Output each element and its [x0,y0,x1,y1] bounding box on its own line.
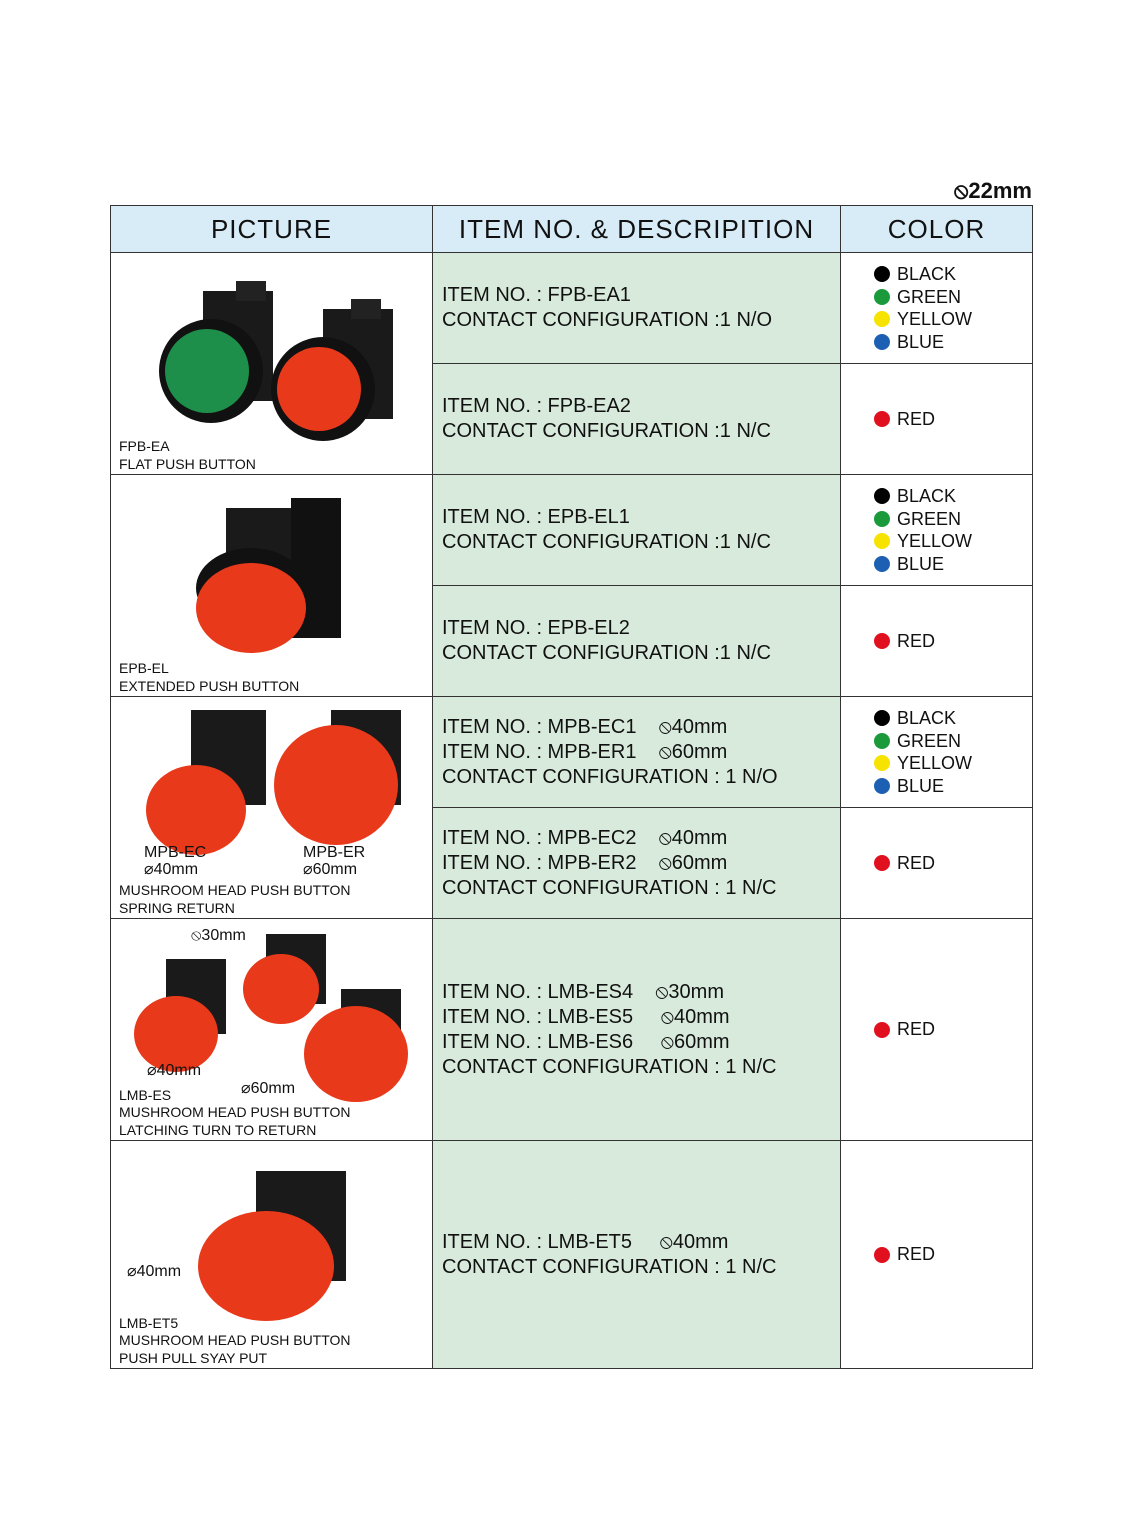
size-label-mpb-ec: MPB-EC ⌀40mm [144,844,207,878]
product-table [110,205,1033,1369]
size-label-30mm: ⦸30mm [191,927,246,944]
color-dot-red [874,633,890,649]
push-pull-mushroom-button-illustration [196,1161,396,1326]
table-row [111,475,1033,586]
color-cell [841,364,1033,475]
header-picture: PICTURE [111,206,433,253]
picture-lmb-et5 [111,1141,433,1369]
picture-caption: EPB-EL EXTENDED PUSH BUTTON [119,660,300,694]
color-option: BLACK [874,263,1032,286]
mushroom-push-button-illustration [131,705,421,855]
color-option: BLUE [874,553,1032,576]
picture-caption: MUSHROOM HEAD PUSH BUTTON SPRING RETURN [119,882,351,916]
color-dot-green [874,511,890,527]
header-description: ITEM NO. & DESCRIPITION [433,206,841,253]
color-dot-yellow [874,311,890,327]
color-dot-yellow [874,755,890,771]
color-dot-red [874,1247,890,1263]
color-option: RED [874,408,1032,431]
picture-epb-el [111,475,433,697]
color-option: GREEN [874,508,1032,531]
color-option: GREEN [874,730,1032,753]
color-option: YELLOW [874,752,1032,775]
description-cell: ITEM NO. : EPB-EL1 CONTACT CONFIGURATION :1 N/C [433,475,841,586]
description-cell: ITEM NO. : FPB-EA2 CONTACT CONFIGURATION :1 N/C [433,364,841,475]
description-cell: ITEM NO. : MPB-EC1 ⦸40mm ITEM NO. : MPB-ER1 ⦸60mm CONTACT CONFIGURATION : 1 N/O [433,697,841,808]
size-label-40mm: ⌀40mm [147,1062,202,1079]
color-option: RED [874,1018,1032,1041]
color-cell [841,697,1033,808]
table-header-row [111,206,1033,253]
color-cell [841,475,1033,586]
color-cell [841,586,1033,697]
color-option: YELLOW [874,308,1032,331]
color-dot-black [874,488,890,504]
color-dot-green [874,289,890,305]
description-cell: ITEM NO. : MPB-EC2 ⦸40mm ITEM NO. : MPB-ER2 ⦸60mm CONTACT CONFIGURATION : 1 N/C [433,808,841,919]
table-row [111,697,1033,808]
description-cell: ITEM NO. : EPB-EL2 CONTACT CONFIGURATION :1 N/C [433,586,841,697]
color-dot-black [874,266,890,282]
color-option: BLUE [874,331,1032,354]
color-option: GREEN [874,286,1032,309]
color-option: RED [874,1243,1032,1266]
picture-mpb [111,697,433,919]
color-cell [841,1141,1033,1369]
description-cell: ITEM NO. : FPB-EA1 CONTACT CONFIGURATION :1 N/O [433,253,841,364]
color-cell [841,253,1033,364]
color-cell [841,808,1033,919]
color-dot-red [874,411,890,427]
size-label-60mm: ⌀60mm [241,1080,296,1097]
color-dot-green [874,733,890,749]
picture-caption: LMB-ET5 MUSHROOM HEAD PUSH BUTTON PUSH PULL SYAY PUT [119,1314,351,1366]
color-dot-blue [874,778,890,794]
color-option: YELLOW [874,530,1032,553]
extended-push-button-illustration [181,493,381,663]
description-cell: ITEM NO. : LMB-ET5 ⦸40mm CONTACT CONFIGURATION : 1 N/C [433,1141,841,1369]
color-option: BLACK [874,707,1032,730]
description-cell: ITEM NO. : LMB-ES4 ⦸30mm ITEM NO. : LMB-ES5 ⦸40mm ITEM NO. : LMB-ES6 ⦸60mm CONTACT CONFIGURATION : 1 N/C [433,919,841,1141]
table-row [111,1141,1033,1369]
size-label: ⦸22mm [954,178,1032,203]
color-dot-yellow [874,533,890,549]
color-cell [841,919,1033,1141]
color-option: RED [874,852,1032,875]
color-option: BLACK [874,485,1032,508]
picture-caption: LMB-ES MUSHROOM HEAD PUSH BUTTON LATCHING TURN TO RETURN [119,1086,351,1138]
color-option: BLUE [874,775,1032,798]
color-dot-blue [874,556,890,572]
size-label-40mm: ⌀40mm [127,1263,182,1280]
header-color: COLOR [841,206,1033,253]
color-option: RED [874,630,1032,653]
color-dot-blue [874,334,890,350]
flat-push-button-illustration [141,271,411,446]
picture-caption: FPB-EA FLAT PUSH BUTTON [119,438,256,472]
color-dot-red [874,1022,890,1038]
color-dot-black [874,710,890,726]
table-row [111,253,1033,364]
picture-lmb-es [111,919,433,1141]
table-row [111,919,1033,1141]
size-label-mpb-er: MPB-ER ⌀60mm [303,844,366,878]
picture-fpb-ea [111,253,433,475]
color-dot-red [874,855,890,871]
